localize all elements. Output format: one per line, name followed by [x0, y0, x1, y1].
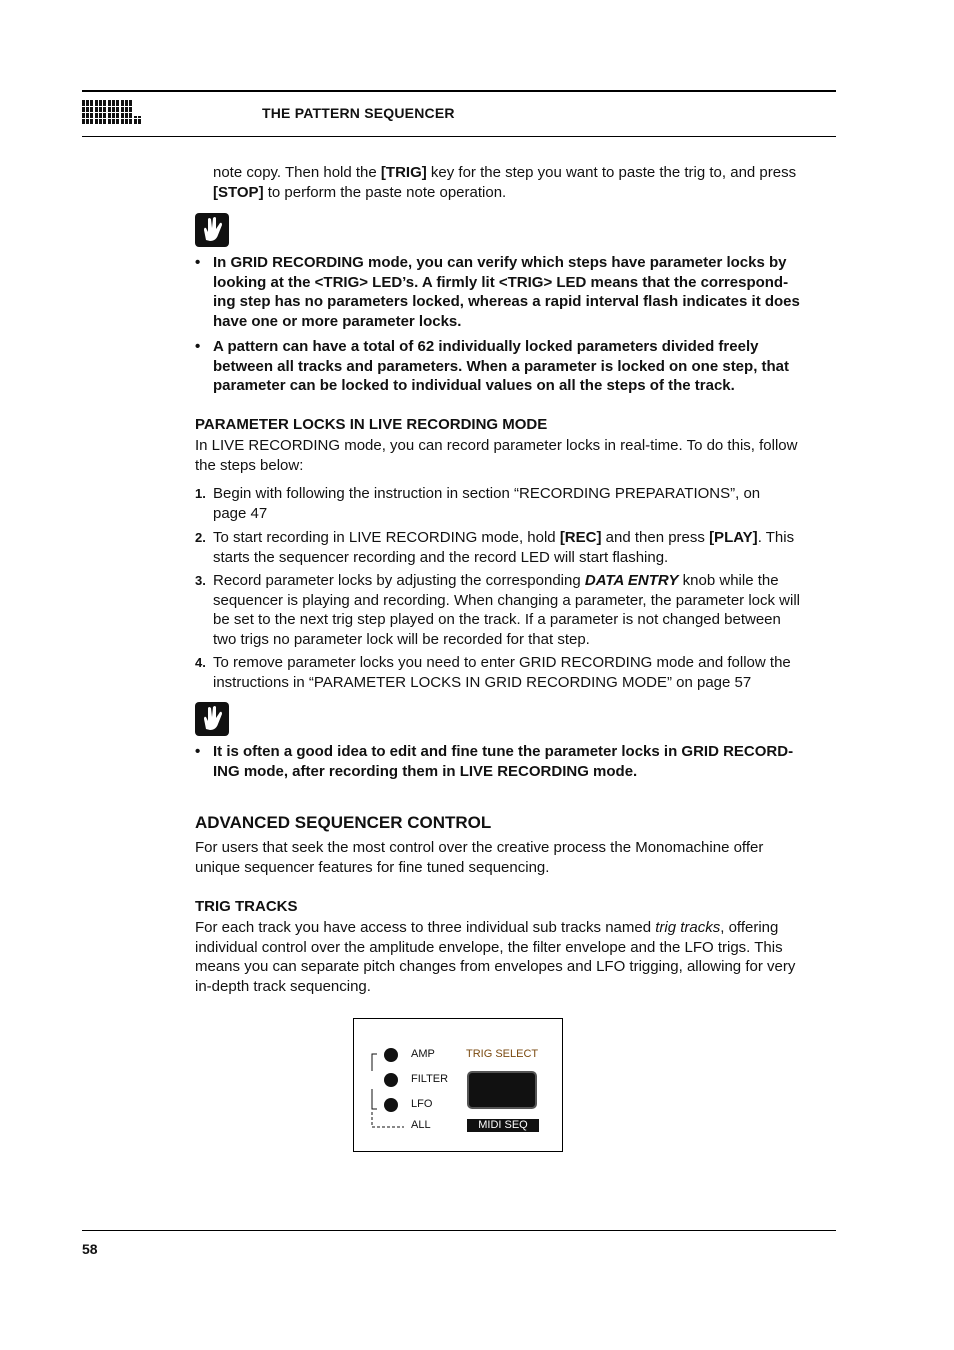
amp-label: AMP: [411, 1048, 435, 1060]
lfo-led: [384, 1098, 398, 1112]
header-top-rule: [82, 90, 836, 92]
advanced-sequencer-heading: ADVANCED SEQUENCER CONTROL: [195, 813, 492, 832]
header-bottom-rule: [82, 136, 836, 137]
midi-seq-label: MIDI SEQ: [467, 1119, 539, 1132]
lfo-label: LFO: [411, 1098, 433, 1110]
step-number-2: 2.: [195, 530, 206, 545]
note-hand-icon: [195, 213, 229, 247]
intro-paragraph: note copy. Then hold the [TRIG] key for the step you want to paste the trig to, and press [STOP] to perform the paste note operation.: [213, 164, 797, 201]
step-3: Record parameter locks by adjusting the corresponding DATA ENTRY knob while the sequencer is playing and recording. When changing a parameter, the parameter lock will be set to the next trig step played on the track. If a parameter is not changed between two trigs no parameter lock will be recorded for that step.: [213, 572, 800, 648]
live-recording-intro: In LIVE RECORDING mode, you can record parameter locks in real-time. To do this, follow the steps below:: [195, 437, 798, 474]
amp-led: [384, 1048, 398, 1062]
step-number-4: 4.: [195, 655, 206, 670]
trig-tracks-text: For each track you have access to three individual sub tracks named trig tracks, offering individual control over the amplitude envelope, the filter envelope and the LFO trigs. This means you can separate pitch changes from envelopes and LFO trigging, allowing for very in-depth track sequencing.: [195, 919, 796, 995]
filter-label: FILTER: [411, 1073, 449, 1085]
footer-rule: [82, 1230, 836, 1231]
page-number: 58: [82, 1241, 98, 1257]
trig-select-panel-figure: [353, 1018, 563, 1152]
trig-select-label: TRIG SELECT: [466, 1048, 539, 1060]
all-label: ALL: [411, 1119, 431, 1131]
trig-tracks-heading: TRIG TRACKS: [195, 898, 298, 915]
advanced-sequencer-text: For users that seek the most control over the creative process the Monomachine offer unique sequencer features for fine tuned sequencing.: [195, 839, 764, 876]
step-number-1: 1.: [195, 486, 206, 501]
step-4: To remove parameter locks you need to enter GRID RECORDING mode and follow the instructions in “PARAMETER LOCKS IN GRID RECORDING MODE” on page 57: [213, 654, 791, 691]
step-2: To start recording in LIVE RECORDING mode, hold [REC] and then press [PLAY]. This starts the sequencer recording and the record LED will start flashing.: [213, 529, 795, 566]
step-number-3: 3.: [195, 573, 206, 588]
page-header-title: THE PATTERN SEQUENCER: [262, 105, 455, 121]
elektron-logo: [82, 98, 142, 128]
step-1: Begin with following the instruction in section “RECORDING PREPARATIONS”, on page 47: [213, 485, 761, 522]
trig-select-button: [467, 1071, 537, 1109]
filter-led: [384, 1073, 398, 1087]
note-hand-icon: [195, 702, 229, 736]
live-recording-heading: PARAMETER LOCKS IN LIVE RECORDING MODE: [195, 416, 548, 433]
